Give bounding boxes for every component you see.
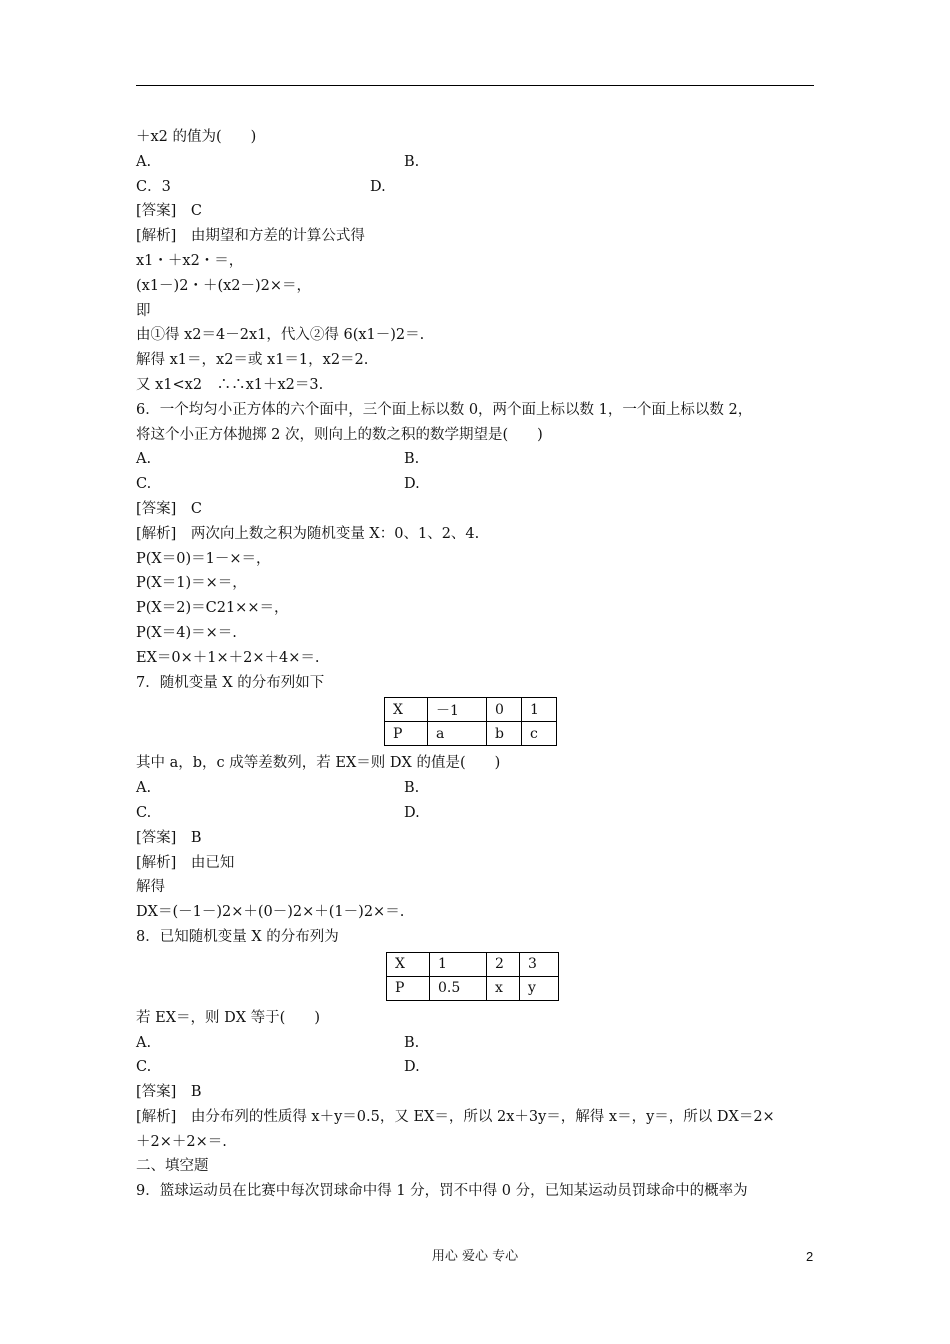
page-content [136,125,816,1204]
option-b: B. [404,153,420,170]
table-cell: －1 [428,698,487,722]
table-cell: 2 [487,952,520,976]
distribution-table-7-wrap [136,695,816,751]
text-line: x1・＋x2・＝， [136,252,244,269]
text-line: 其中 a，b，c 成等差数列，若 EX＝则 DX 的值是( ) [136,755,501,772]
table-cell: 0.5 [430,976,487,1000]
options-row [136,175,816,200]
text-line: (x1－)2・＋(x2－)2×＝， [136,277,312,294]
text-line: 即 [136,302,151,319]
option-d: D. [404,476,420,493]
option-d: D. [404,804,420,821]
question-9: 9．篮球运动员在比赛中每次罚球命中得 1 分，罚不中得 0 分，已知某运动员罚球命中的概率为 [136,1183,748,1200]
page-number: 2 [806,1249,814,1264]
table-cell: y [520,976,559,1000]
options-row [136,801,816,826]
table-cell: 0 [487,698,522,722]
text-line: EX＝0×＋1×＋2×＋4×＝. [136,649,320,666]
table-row [385,698,557,722]
analysis-line: [解析] 由已知 [136,854,235,871]
text-line: ＋2×＋2×＝. [136,1133,227,1150]
options-row [136,150,816,175]
table-cell: 1 [430,952,487,976]
table-cell: a [428,722,487,746]
table-cell: X [385,698,428,722]
distribution-table-7 [384,697,557,746]
text-line: 将这个小正方体抛掷 2 次，则向上的数之积的数学期望是( ) [136,426,543,443]
table-cell: x [487,976,520,1000]
option-a: A. [136,451,152,468]
answer-line: [答案] C [136,203,202,220]
text-line: 若 EX＝，则 DX 等于( ) [136,1009,320,1026]
analysis-line: [解析] 由期望和方差的计算公式得 [136,228,365,245]
distribution-table-8 [386,952,559,1001]
option-c: C. [136,1059,152,1076]
question-6: 6．一个均匀小正方体的六个面中，三个面上标以数 0，两个面上标以数 1，一个面上标以数 2， [136,401,753,418]
table-cell: b [487,722,522,746]
text-line: 解得 x1＝，x2＝或 x1＝1，x2＝2. [136,352,369,369]
option-b: B. [404,1034,420,1051]
analysis-line: [解析] 由分布列的性质得 x＋y＝0.5，又 EX＝，所以 2x＋3y＝，解得 x＝，y＝，所以 DX＝2× [136,1108,775,1125]
answer-line: [答案] C [136,500,202,517]
question-8: 8．已知随机变量 X 的分布列为 [136,928,339,945]
options-row [136,1055,816,1080]
footer-motto: 用心 爱心 专心 [431,1249,519,1264]
table-row [387,976,559,1000]
answer-line: [答案] B [136,829,202,846]
options-row [136,447,816,472]
distribution-table-8-wrap [136,950,816,1006]
table-row [387,952,559,976]
question-7: 7．随机变量 X 的分布列如下 [136,674,325,691]
table-cell: P [387,976,430,1000]
text-line: ＋x2 的值为( ) [136,129,257,145]
text-line: P(X＝2)＝C21××＝， [136,600,289,617]
table-row [385,722,557,746]
text-line: 由①得 x2＝4－2x1，代入②得 6(x1－)2＝. [136,327,425,344]
answer-line: [答案] B [136,1084,202,1101]
table-cell: 1 [522,698,557,722]
text-line: P(X＝4)＝×＝. [136,624,237,641]
options-row [136,776,816,801]
option-d: D. [370,178,386,195]
text-line: P(X＝1)＝×＝， [136,575,247,592]
text-line: DX＝(－1－)2×＋(0－)2×＋(1－)2×＝. [136,904,405,921]
options-row [136,1031,816,1056]
table-cell: P [385,722,428,746]
option-c: C．3 [136,178,171,195]
table-cell: 3 [520,952,559,976]
table-cell: X [387,952,430,976]
options-row [136,472,816,497]
option-d: D. [404,1059,420,1076]
option-a: A. [136,1034,152,1051]
option-c: C. [136,804,152,821]
option-a: A. [136,153,152,170]
option-a: A. [136,780,152,797]
option-b: B. [404,780,420,797]
option-b: B. [404,451,420,468]
table-cell: c [522,722,557,746]
option-c: C. [136,476,152,493]
analysis-line: [解析] 两次向上数之积为随机变量 X：0、1、2、4. [136,525,480,542]
text-line: 解得 [136,879,165,896]
header-rule [136,85,814,86]
text-line: 又 x1<x2 ∴∴x1＋x2＝3. [136,376,324,393]
section-heading: 二、填空题 [136,1158,209,1175]
text-line: P(X＝0)＝1－×＝， [136,550,271,567]
